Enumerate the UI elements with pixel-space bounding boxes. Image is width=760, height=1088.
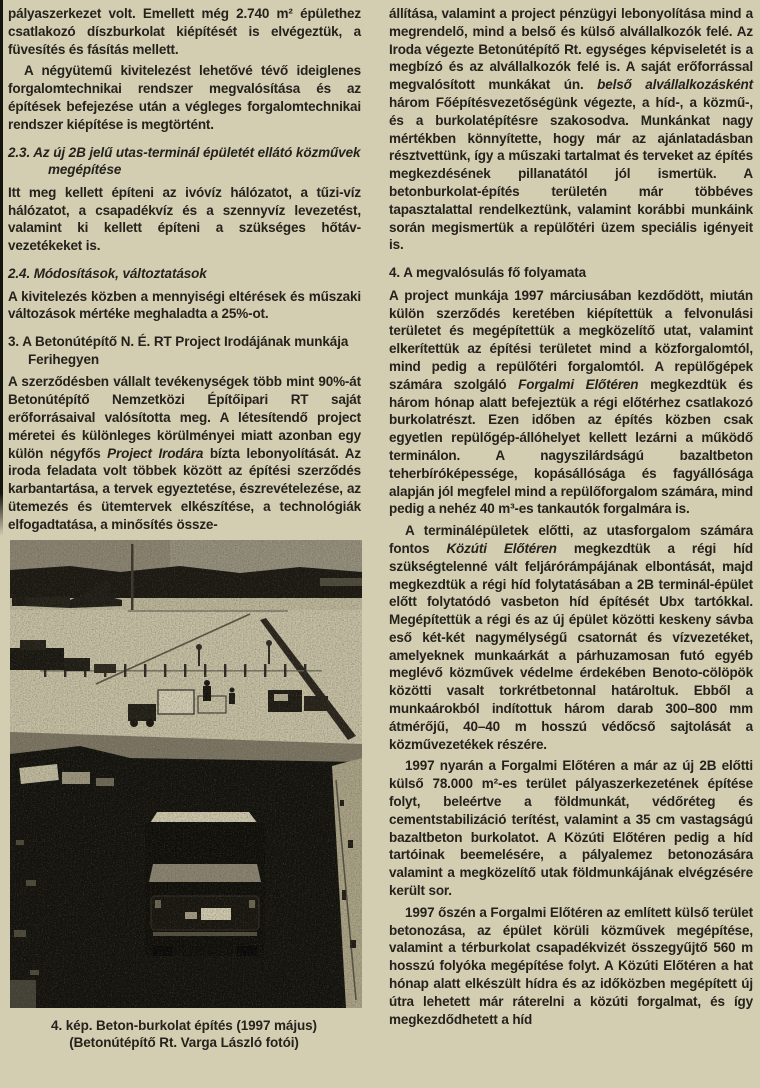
heading-section-2-3: 2.3. Az új 2B jelű utas-terminál épületét ellátó közművek megépítése [8,144,361,178]
italic-text-segment: Közúti Előtéren [446,540,557,556]
text-segment: bízta lebonyolítását. Az iroda feladata volt többek között az építési szerződés karbantartása, a tervek egyeztetése, észrevételezése, az ütemezés és ütemtervek elkészítése, a technológiák elfogadtatása, a minősítés össze- [8,445,361,532]
right-column [389,5,753,1032]
construction-photo-illustration [10,540,362,1008]
figure-construction-photo [8,540,361,1052]
grain-light-overlay [10,540,362,1008]
paragraph-traffic-system: A négyütemű kivitelezést lehetővé tévő ideiglenes forgalomtechnikai rendszer megvalósítása és az építések befejezése után a végleges forgalomtechnikai rendszer kiépítése is megtörtént. [8,63,361,132]
caption-title: 4. kép. Beton-burkolat építés (1997 május) [51,1017,317,1033]
paragraph-project-office-continued [389,5,753,254]
text-segment: megkezdtük a régi híd szükségtelenné vált feljárórámpájának elbontását, majd megkezdtük a régi híd folytatásában a 2B terminál-épület előtt folytatódó vasbeton híd építését Ubx tartókkal. Megépítettük a régi és az új épület közötti keskeny sávba eső két-két nagymélységű csatornát és vízvezetéket, amelyeknek munkaárkát a párhuzamosan futó egyéb meglévő közművek védelme érdekében Benoto-cölöpök közötti vasalt torkrétbetonnal határoltuk. Ebből a munkaárokból indítottuk három darab 300–800 mm átmérőjű, 40–40 m hosszú védőcső sajtolását a közművezetékek részére. [389,540,753,752]
photo-caption [8,1017,360,1052]
heading-section-3: 3. A Betonútépítő N. É. RT Project Irodájának munkája Ferihegyen [8,334,349,367]
paragraph-summer-1997: 1997 nyarán a Forgalmi Előtéren a már az új 2B előtti külső 78.000 m²-es terület pályaszerkezetének építése folyt, beleértve a földmunkát, védőréteg és cementstabilizáció terítést, valamint a 35 cm vastagságú bazaltbeton burkolatot. A Közúti Előtéren pedig a híd tartóinak beemelésére, a pályalemez betonozására valamint a megközelítő utak földmunkájának elvégzésére került sor. [389,758,753,899]
text-segment: A terminálépületek előtti, az utasforgalom számára fontos [389,523,753,556]
paragraph-autumn-1997: 1997 őszén a Forgalmi Előtéren az említett külső terület betonozása, az épület körüli közművek megépítése, valamint a térburkolat csapadékvizét összegyűjtő 560 m hosszú folyóka megépítése folyt. A Közúti Előtéren a hat hónap alatt elkészült hídra és az időközben megépített új útra lehetett már ráterelni a közúti forgalmat, és így megkezdődhetett a híd [389,904,753,1027]
heading-section-4: 4. A megvalósulás fő folyamata [389,265,587,281]
left-column [8,5,361,1052]
scan-edge-artifact [0,0,3,536]
construction-photo [10,540,362,1008]
text-segment: három Főépítésvezetőségünk végezte, a híd-, a közmű-, és a burkolatépítésre szakosodva. Munkánkat nagy mértékben könnyítette, hogy már az ajánlatadásban résztvettünk, így a műszaki tartalmat és terveket az építés megkezdésének pillanatától jól ismertük. A betonburkolat-építés területén már többéves tapasztalattal rendelkeztünk, valamint korábbi munkáink során megismertük a repülőtéri üzem speciális igényeit is. [389,94,753,253]
text-segment: megkezdtük és három hónap alatt befejeztük a régi előtérhez csatlakozó burkolatrészt. Ezen időben az építés közben csak egyetlen repülőgép-állóhelyet kellett lezárni a működő terminálon. A nagyszilárdságú bazaltbeton teherbíróképessége, kopásállósága és fagyállósága alapján jól megfelel mind a repülőforgalom számára, mind pedig a nehéz 40 m³-es tankautók forgalmára is. [389,376,753,517]
text-segment: A szerződésben vállalt tevékenységek több mint 90%-át Betonútépítő Nemzetközi Építőipari RT saját erőforrásaival valósította meg. A létesítendő project méretei és különleges körülményei miatt azonban egy külön négyfős [8,374,361,461]
paragraph-road-forecourt [389,522,753,753]
paragraph-utilities: Itt meg kellett építeni az ivóvíz hálózatot, a tűzi-víz hálózatot, a csapadékvíz és a szennyvíz levezetést, valamint ki kellett építeni a szükséges hőtáv-vezetékeket is. [8,184,361,254]
text-segment: A project munkája 1997 márciusában kezdődött, miután külön szerződés keretében kiépítettük a felvonulási területet és megépítettük a megközelítő utat, valamint elkerítettük az építési területet mind a közforgalomtól, mind pedig a repülőtéri forgalomtól. A repülőgépek számára szolgáló [389,287,753,392]
italic-text-segment: Forgalmi Előtéren [518,376,639,392]
paragraph-pavement-intro: pályaszerkezet volt. Emellett még 2.740 m² épülethez csatlakozó díszburkolat kiépítését is elvégeztük, a füvesítés és fásítás mellett. [8,6,361,57]
heading-section-2-4: 2.4. Módosítások, változtatások [8,265,207,281]
caption-credit: (Betonútépítő Rt. Varga László fotói) [69,1035,299,1051]
italic-text-segment: Project Irodára [107,445,204,461]
paragraph-implementation-start [389,287,753,518]
italic-text-segment: belső alvállalkozásként [597,77,754,93]
paragraph-modifications: A kivitelezés közben a mennyiségi eltérések és műszaki változások mértéke meghaladta a 25%-ot. [8,288,361,322]
paragraph-project-office [8,373,361,533]
text-segment: állítása, valamint a project pénzügyi lebonyolítása mind a megrendelő, mind a belső és külső alvállalkozók felé. Az Iroda végezte Betonútépítő Rt. egységes képviseletét is a megbízó és az alvállalkozók felé is. A saját erőforrással megvalósított munkákat ún. [389,6,753,93]
